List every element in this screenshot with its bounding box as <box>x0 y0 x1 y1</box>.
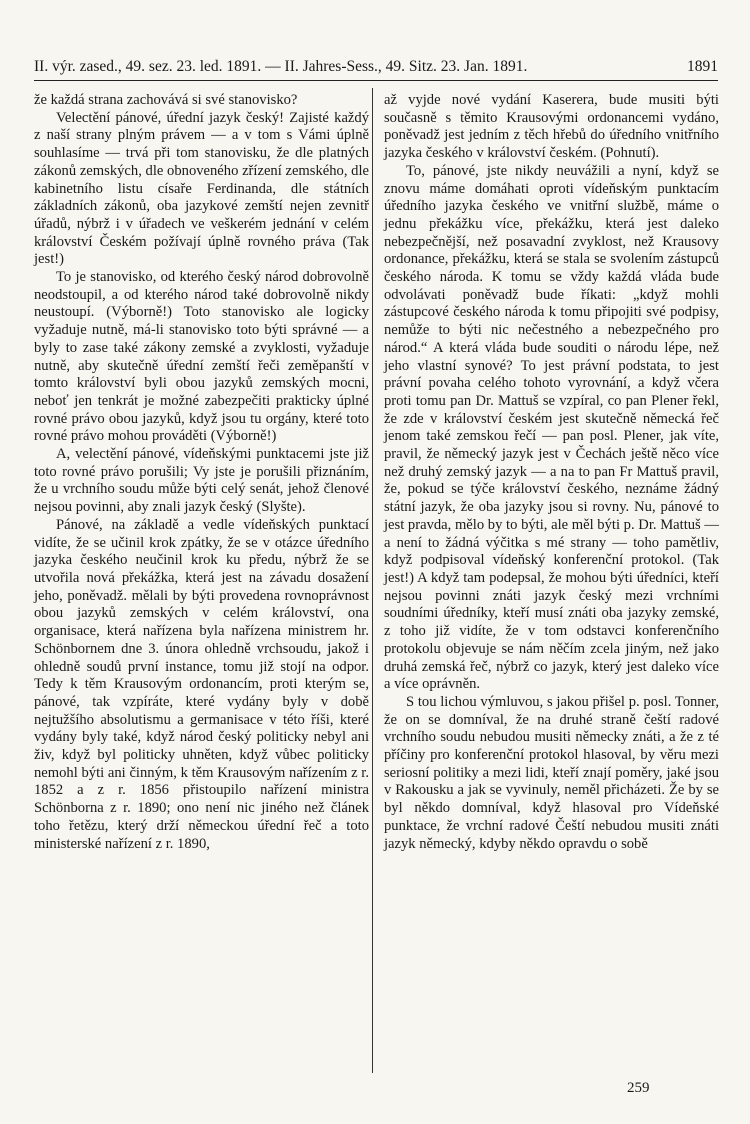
header-title: II. výr. zased., 49. sez. 23. led. 1891. — II. Jahres-Sess., 49. Sitz. 23. Jan. 1891. <box>34 58 528 75</box>
paragraph: A, velectění pánové, vídeňskými punktacemi jste již toto rovné právo porušili; Vy jste je porušili přiznáním, že u vrchního soudu může býti celý senát, jehož členové nejsou povinni, aby znali jazyk český (Slyšte). <box>34 446 369 516</box>
paragraph: až vyjde nové vydání Kaserera, bude musiti býti současně s těmito Krausovými ordonancemi vydáno, poněvadž jest jedním z těch hřebů do úředního vnitřního jazyka českého v království českém. (Pohnutí). <box>384 92 719 162</box>
header-rule <box>34 80 718 81</box>
paragraph: že každá strana zachovává si své stanovisko? <box>34 92 298 108</box>
paragraph: To je stanovisko, od kterého český národ dobrovolně neodstoupil, a od kterého národ také dobrovolně nikdy neustoupí. (Výborně!) Toto stanovisko ale logicky vyžaduje nutně, má-li stanovisko toto býti správné — a byly to zase také zákony zemské a zvyklosti, vyžaduje nutně, aby skutečně úřední zemští řeči zeměpanští v tomto království byli obou jazyků zemských mocni, neboť jen tenkrát je možné zabezpečiti prakticky úplné rovné právo obou jazyků, když jsou tu orgány, které toto rovné právo mohou prováděti (Výborně!) <box>34 269 369 445</box>
page-number: 259 <box>627 1080 650 1096</box>
paragraph: Pánové, na základě a vedle vídeňských punktací vidíte, že se učinil krok zpátky, že se v otázce úředního jazyka českého neučinil krok ku předu, nýbrž že se utvořila nová překážka, která jest na závadu dosažení jeho, poněvadž. mělali by býti provedena rovnoprávnost obou jazyků zemských v celém království, ona organisace, která nařízena byla nařízena ministrem hr. Schönbornem dne 3. února ohledně vrchsoudu, jakož i ohledně soudů první instance, tomu již stojí na odpor. Tedy k těm Krausovým ordonancím, proti kterým se, pánové, tak vzpíráte, které vydány byly v době nejtužšího absolutismu a germanisace v této říši, které vydány byly také, když národ český politicky nebyl ani živ, když byl politicky uhněten, když vůbec politicky nemohl býti ani činným, k těm Krausovým nařízením z r. 1852 a z r. 1856 přistoupilo nařízení ministra Schönborna z r. 1890; ono není nic jiného než článek toho řetězu, který drží německou úřední řeč a toto ministerské nařízení z r. 1890, <box>34 516 369 852</box>
column-divider <box>372 88 373 1073</box>
left-column <box>34 92 369 853</box>
paragraph: To, pánové, jste nikdy neuvážili a nyní, když se znovu máme domáhati oproti vídeňským punktacím úředního jazyka českého ve vnitřní službě, máme o jednu překážku více, překážku, která jest daleko nebezpečnější, než posavadní zvyklost, než Krausovy ordonance, překážku, která se stala se svolením zástupců českého národa. K tomu se vždy každá vláda bude odvolávati poněvadž bude říkati: „když mohli zástupcové českého národa k tomu připojiti své podpisy, nemůže to býti nic nečestného a nebezpečného pro národ.“ A která vláda bude souditi o národu lépe, než jeho vlastní synové? To jest právní podstata, to jest právní povaha celého tohoto vyrovnání, a když včera proti tomu pan Dr. Mattuš se vzpíral, co pan Plener řekl, že zde v království českém jest skutečně německá řeč jenom také zemskou řečí — pan posl. Plener, jak víte, pravil, že německý jazyk jest v Čechách ještě něco více než druhý zemský jazyk — a na to pan Fr Mattuš pravil, že, pokud se týče království českého, neznáme žádný státní jazyk, že oba jazyky jsou si rovny. Nu, pánové to jest pravda, mělo by to býti, ale měl býti p. Dr. Mattuš — a není to žádná výčitka s mé strany — toho pamětliv, když podpisoval vídeňský konferenční protokol. (Tak jest!) A když tam podepsal, že mohou býti úředníci, kteří nejsou povinni znáti jazyk český mezi vrchními soudními úředníky, kteří musí znáti oba jazyky zemské, z toho již vidíte, že v tom odstavci konferenčního protokolu objevuje se nám něčím zcela jiným, než jako druhá zemská řeč, nýbrž co jazyk, který jest daleko více a více oprávněn. <box>384 162 719 693</box>
paragraph: S tou lichou výmluvou, s jakou přišel p. posl. Tonner, že on se domníval, že na druhé straně čeští radové vrchního soudu nebudou musiti německy znáti, a že z té příčiny pro konferenční protokol hlasoval, by věru mezi seriosní politiky a mezi lidi, kteří znají poměry, jaké jsou v Rakousku a jak se vyvinuly, neměl přicházeti. Že by se byl někdo domníval, když hlasoval pro Vídeňské punktace, že vrchní radové Čeští nebudou musiti znáti jazyk německý, kdyby někdo opravdu o sobě <box>384 693 719 852</box>
right-column <box>384 92 719 853</box>
paragraph: Velectění pánové, úřední jazyk český! Zajisté každý z naší strany plným právem — a v tom s Vámi úplně souhlasíme — trvá při tom stanovisku, že dle platných zákonů zemských, dle obnoveného zřízení zemského, dle kabinetního listu císaře Ferdinanda, dle státních základních zákonů, oba jazykové zemští nejen zevnitř úřadů, nýbrž i v úřadech ve veškerém jednání v celém království Českém požívají úplně rovného práva (Tak jest!) <box>34 109 369 268</box>
header-page-ref: 1891 <box>687 58 718 75</box>
page-header <box>34 58 718 76</box>
